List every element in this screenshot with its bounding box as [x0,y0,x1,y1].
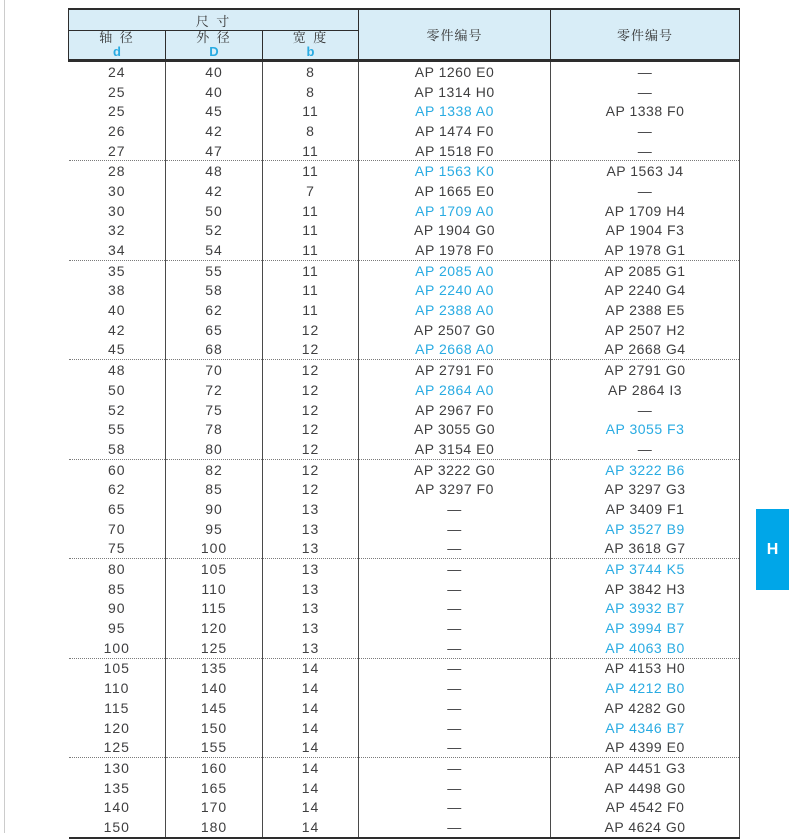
cell-width: 14 [263,758,359,778]
cell-width: 11 [263,300,359,320]
cell-shaft-diameter: 55 [69,419,166,439]
table-row [69,758,740,778]
cell-shaft-diameter: 30 [69,201,166,221]
cell-outer-diameter: 180 [166,817,263,838]
cell-part-number-2: AP 1563 J4 [551,161,740,181]
header-part-number-2: 零件编号 [551,9,740,61]
table-row [69,400,740,420]
cell-part-number-2[interactable]: AP 3744 K5 [551,559,740,579]
cell-shaft-diameter: 42 [69,320,166,340]
header-width [263,31,359,61]
table-row [69,380,740,400]
header-row-dimensions [69,9,740,31]
cell-shaft-diameter: 90 [69,599,166,619]
cell-width: 14 [263,658,359,678]
cell-width: 12 [263,439,359,459]
cell-part-number-2: AP 1978 G1 [551,240,740,260]
cell-part-number-1: AP 1260 E0 [359,61,551,82]
table-row [69,340,740,360]
cell-part-number-2: AP 4153 H0 [551,658,740,678]
cell-part-number-1: AP 1518 F0 [359,141,551,161]
cell-outer-diameter: 62 [166,300,263,320]
cell-shaft-diameter: 35 [69,260,166,280]
cell-shaft-diameter: 115 [69,698,166,718]
header-dimensions: 尺 寸 [69,9,359,31]
cell-shaft-diameter: 62 [69,479,166,499]
cell-part-number-2: — [551,400,740,420]
cell-part-number-2: — [551,82,740,102]
cell-shaft-diameter: 40 [69,300,166,320]
cell-width: 13 [263,519,359,539]
table-row [69,82,740,102]
cell-shaft-diameter: 130 [69,758,166,778]
cell-part-number-1: — [359,698,551,718]
cell-width: 12 [263,459,359,479]
cell-part-number-1: — [359,579,551,599]
cell-part-number-1[interactable]: AP 2864 A0 [359,380,551,400]
table-row [69,121,740,141]
cell-shaft-diameter: 25 [69,82,166,102]
cell-width: 14 [263,698,359,718]
table-row [69,817,740,838]
cell-outer-diameter: 115 [166,599,263,619]
cell-outer-diameter: 48 [166,161,263,181]
cell-shaft-diameter: 30 [69,181,166,201]
cell-outer-diameter: 160 [166,758,263,778]
cell-width: 13 [263,579,359,599]
cell-width: 11 [263,221,359,241]
cell-part-number-2: AP 3409 F1 [551,499,740,519]
cell-part-number-2[interactable]: AP 4346 B7 [551,718,740,738]
cell-part-number-1: AP 2791 F0 [359,360,551,380]
cell-shaft-diameter: 150 [69,817,166,838]
cell-outer-diameter: 54 [166,240,263,260]
cell-outer-diameter: 47 [166,141,263,161]
cell-outer-diameter: 70 [166,360,263,380]
cell-part-number-1: — [359,778,551,798]
cell-part-number-1: AP 1314 H0 [359,82,551,102]
cell-part-number-1[interactable]: AP 2668 A0 [359,340,551,360]
header-shaft-diameter-label: 轴 径 [99,30,135,45]
cell-width: 14 [263,778,359,798]
table-row [69,439,740,459]
table-row [69,599,740,619]
cell-width: 11 [263,201,359,221]
table-row [69,499,740,519]
cell-part-number-1: AP 3297 F0 [359,479,551,499]
table-row [69,559,740,579]
header-outer-diameter-label: 外 径 [196,30,232,45]
cell-outer-diameter: 42 [166,181,263,201]
cell-part-number-2: AP 3618 G7 [551,539,740,559]
cell-width: 11 [263,141,359,161]
cell-part-number-1: — [359,797,551,817]
cell-part-number-1: — [359,737,551,757]
cell-width: 11 [263,101,359,121]
cell-part-number-1: — [359,539,551,559]
cell-outer-diameter: 65 [166,320,263,340]
cell-part-number-2: AP 2085 G1 [551,260,740,280]
table-row [69,221,740,241]
cell-width: 13 [263,599,359,619]
cell-outer-diameter: 50 [166,201,263,221]
cell-width: 13 [263,559,359,579]
cell-part-number-1: — [359,758,551,778]
cell-outer-diameter: 72 [166,380,263,400]
cell-shaft-diameter: 70 [69,519,166,539]
table-row [69,479,740,499]
cell-part-number-1[interactable]: AP 2388 A0 [359,300,551,320]
cell-part-number-1: — [359,658,551,678]
table-row [69,698,740,718]
cell-width: 11 [263,240,359,260]
cell-shaft-diameter: 140 [69,797,166,817]
table-row [69,419,740,439]
cell-part-number-1[interactable]: AP 1709 A0 [359,201,551,221]
cell-shaft-diameter: 75 [69,539,166,559]
cell-shaft-diameter: 24 [69,61,166,82]
table-row [69,320,740,340]
cell-outer-diameter: 58 [166,281,263,301]
cell-part-number-2: AP 1904 F3 [551,221,740,241]
cell-part-number-2: — [551,121,740,141]
table-row [69,618,740,638]
table-row [69,579,740,599]
cell-part-number-2: AP 4542 F0 [551,797,740,817]
header-width-symbol: b [306,44,315,59]
cell-part-number-2: AP 2791 G0 [551,360,740,380]
cell-shaft-diameter: 65 [69,499,166,519]
table-row [69,181,740,201]
cell-part-number-1: — [359,559,551,579]
table-row [69,161,740,181]
parts-table [68,8,740,839]
cell-width: 12 [263,400,359,420]
cell-shaft-diameter: 60 [69,459,166,479]
table-row [69,61,740,82]
cell-width: 12 [263,380,359,400]
cell-outer-diameter: 125 [166,638,263,658]
cell-outer-diameter: 120 [166,618,263,638]
cell-shaft-diameter: 100 [69,638,166,658]
section-tab-h[interactable]: H [756,509,789,590]
cell-part-number-2[interactable]: AP 3932 B7 [551,599,740,619]
cell-part-number-1: AP 1904 G0 [359,221,551,241]
table-row [69,797,740,817]
cell-part-number-1: AP 1474 F0 [359,121,551,141]
cell-width: 8 [263,61,359,82]
cell-outer-diameter: 68 [166,340,263,360]
cell-width: 13 [263,638,359,658]
table-header [69,9,740,61]
table-row [69,678,740,698]
cell-part-number-2: AP 4451 G3 [551,758,740,778]
cell-width: 7 [263,181,359,201]
cell-shaft-diameter: 48 [69,360,166,380]
cell-part-number-2: AP 4399 E0 [551,737,740,757]
cell-width: 8 [263,121,359,141]
cell-outer-diameter: 170 [166,797,263,817]
table-row [69,141,740,161]
cell-outer-diameter: 80 [166,439,263,459]
cell-part-number-1: — [359,599,551,619]
cell-shaft-diameter: 28 [69,161,166,181]
cell-shaft-diameter: 52 [69,400,166,420]
table-row [69,737,740,757]
table-row [69,101,740,121]
cell-shaft-diameter: 135 [69,778,166,798]
cell-outer-diameter: 40 [166,61,263,82]
cell-outer-diameter: 42 [166,121,263,141]
cell-width: 12 [263,340,359,360]
cell-width: 12 [263,320,359,340]
table-row [69,459,740,479]
cell-part-number-2: AP 2240 G4 [551,281,740,301]
table-row [69,718,740,738]
cell-width: 11 [263,161,359,181]
header-outer-diameter [166,31,263,61]
cell-part-number-1[interactable]: AP 2240 A0 [359,281,551,301]
cell-shaft-diameter: 26 [69,121,166,141]
cell-part-number-1: AP 3154 E0 [359,439,551,459]
cell-part-number-1: — [359,678,551,698]
cell-outer-diameter: 145 [166,698,263,718]
cell-outer-diameter: 45 [166,101,263,121]
cell-part-number-1: AP 1978 F0 [359,240,551,260]
cell-outer-diameter: 52 [166,221,263,241]
cell-width: 14 [263,797,359,817]
cell-shaft-diameter: 32 [69,221,166,241]
cell-part-number-2: AP 2668 G4 [551,340,740,360]
cell-part-number-1: — [359,499,551,519]
table-row [69,539,740,559]
cell-outer-diameter: 155 [166,737,263,757]
cell-part-number-2: — [551,181,740,201]
cell-shaft-diameter: 80 [69,559,166,579]
cell-part-number-2: AP 4282 G0 [551,698,740,718]
cell-part-number-1: AP 3222 G0 [359,459,551,479]
cell-shaft-diameter: 25 [69,101,166,121]
cell-width: 11 [263,260,359,280]
header-shaft-diameter-symbol: d [113,44,121,59]
cell-part-number-2[interactable]: AP 3055 F3 [551,419,740,439]
cell-part-number-2: AP 3297 G3 [551,479,740,499]
table-row [69,300,740,320]
cell-shaft-diameter: 27 [69,141,166,161]
table-row [69,638,740,658]
cell-part-number-2: AP 1338 F0 [551,101,740,121]
cell-part-number-1: — [359,618,551,638]
cell-shaft-diameter: 120 [69,718,166,738]
cell-part-number-2: AP 4624 G0 [551,817,740,838]
cell-shaft-diameter: 125 [69,737,166,757]
cell-part-number-1[interactable]: AP 1338 A0 [359,101,551,121]
cell-width: 14 [263,678,359,698]
table-row [69,260,740,280]
cell-outer-diameter: 82 [166,459,263,479]
cell-outer-diameter: 100 [166,539,263,559]
cell-width: 14 [263,737,359,757]
cell-part-number-2: AP 2864 I3 [551,380,740,400]
cell-part-number-2: — [551,61,740,82]
cell-part-number-1: AP 2967 F0 [359,400,551,420]
table-row [69,519,740,539]
table-row [69,778,740,798]
cell-shaft-diameter: 38 [69,281,166,301]
cell-part-number-2: AP 2388 E5 [551,300,740,320]
cell-part-number-1: AP 3055 G0 [359,419,551,439]
cell-part-number-1: — [359,817,551,838]
cell-shaft-diameter: 50 [69,380,166,400]
cell-part-number-1: — [359,718,551,738]
cell-width: 11 [263,281,359,301]
cell-outer-diameter: 135 [166,658,263,678]
header-width-label: 宽 度 [292,30,329,45]
cell-outer-diameter: 95 [166,519,263,539]
cell-part-number-1: — [359,519,551,539]
cell-part-number-1: — [359,638,551,658]
table-row [69,240,740,260]
table-row [69,201,740,221]
cell-shaft-diameter: 95 [69,618,166,638]
cell-width: 13 [263,618,359,638]
table-body [69,61,740,838]
cell-outer-diameter: 110 [166,579,263,599]
cell-width: 12 [263,360,359,380]
cell-outer-diameter: 78 [166,419,263,439]
cell-outer-diameter: 105 [166,559,263,579]
cell-outer-diameter: 85 [166,479,263,499]
cell-width: 13 [263,499,359,519]
cell-shaft-diameter: 110 [69,678,166,698]
cell-shaft-diameter: 58 [69,439,166,459]
cell-part-number-2: — [551,141,740,161]
cell-part-number-1[interactable]: AP 1563 K0 [359,161,551,181]
cell-part-number-2: AP 2507 H2 [551,320,740,340]
page-edge-line [4,0,5,833]
cell-width: 12 [263,419,359,439]
cell-outer-diameter: 55 [166,260,263,280]
cell-shaft-diameter: 34 [69,240,166,260]
header-part-number-1: 零件编号 [359,9,551,61]
cell-part-number-2[interactable]: AP 3222 B6 [551,459,740,479]
cell-part-number-1[interactable]: AP 2085 A0 [359,260,551,280]
cell-shaft-diameter: 105 [69,658,166,678]
cell-width: 13 [263,539,359,559]
table-row [69,658,740,678]
cell-part-number-2[interactable]: AP 3994 B7 [551,618,740,638]
cell-shaft-diameter: 85 [69,579,166,599]
cell-outer-diameter: 140 [166,678,263,698]
cell-width: 14 [263,718,359,738]
cell-part-number-2[interactable]: AP 3527 B9 [551,519,740,539]
cell-part-number-2: AP 4498 G0 [551,778,740,798]
cell-shaft-diameter: 45 [69,340,166,360]
cell-part-number-2[interactable]: AP 4063 B0 [551,638,740,658]
cell-part-number-1: AP 1665 E0 [359,181,551,201]
cell-outer-diameter: 75 [166,400,263,420]
header-outer-diameter-symbol: D [209,44,219,59]
table-row [69,281,740,301]
cell-width: 12 [263,479,359,499]
cell-part-number-2: AP 1709 H4 [551,201,740,221]
cell-part-number-2[interactable]: AP 4212 B0 [551,678,740,698]
cell-outer-diameter: 90 [166,499,263,519]
cell-outer-diameter: 40 [166,82,263,102]
cell-outer-diameter: 150 [166,718,263,738]
cell-part-number-2: — [551,439,740,459]
cell-width: 8 [263,82,359,102]
cell-part-number-1: AP 2507 G0 [359,320,551,340]
header-shaft-diameter [69,31,166,61]
table-row [69,360,740,380]
cell-width: 14 [263,817,359,838]
cell-outer-diameter: 165 [166,778,263,798]
cell-part-number-2: AP 3842 H3 [551,579,740,599]
